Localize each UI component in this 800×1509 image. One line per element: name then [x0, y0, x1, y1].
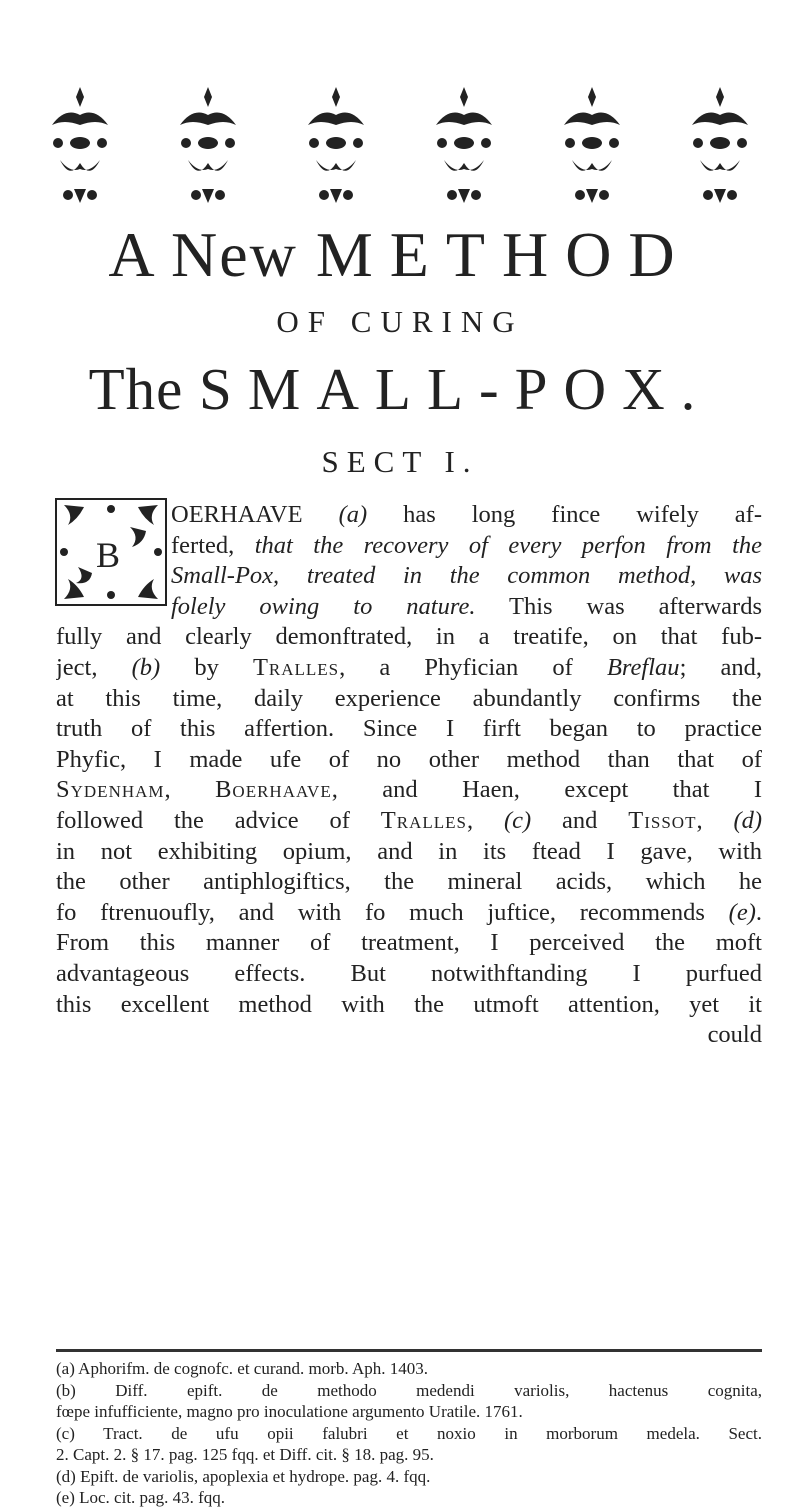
footnote-c-line-1: (c) Tract. de ufu opii falubri et noxio in morborum medela. Sect.: [56, 1423, 762, 1443]
footnote-b-line-1: (b) Diff. epift. de methodo medendi variolis, hactenus cognita,: [56, 1380, 762, 1400]
section-heading: SECT I.: [321, 444, 479, 479]
body-text: [56, 500, 762, 1051]
footnote-rule: [56, 1349, 762, 1352]
title-the: The: [88, 356, 184, 422]
footnote-b-line-2: fœpe infufficiente, magno pro inoculatione argumento Uratile. 1761.: [56, 1402, 523, 1421]
body-line-7: at this time, daily experience abundantly confirms the: [56, 684, 762, 712]
body-line-16: advantageous effects. But notwithftanding I purfued: [56, 959, 762, 987]
fleuron-ornament-2: [158, 85, 258, 210]
body-line-15: From this manner of treatment, I perceived the moft: [56, 929, 762, 957]
body-line-9: Phyfic, I made ufe of no other method than that of: [56, 745, 762, 773]
fleuron-ornament-5: [542, 85, 642, 210]
body-line-13: the other antiphlogiftics, the mineral acids, which he: [56, 868, 762, 896]
ornament-band: [30, 85, 770, 210]
fleuron-ornament-4: [414, 85, 514, 210]
body-line-1: OERHAAVE (a) has long fince wifely af-: [171, 501, 762, 528]
footnotes: [56, 1358, 762, 1509]
body-line-8: truth of this affertion. Since I firft began to practice: [56, 715, 762, 743]
body-line-11: followed the advice of Tralles, (c) and Tissot, (d): [56, 806, 762, 834]
footnote-a: (a) Aphorifm. de cognofc. et curand. morb. Aph. 1403.: [56, 1359, 429, 1378]
title-line-3: [0, 352, 800, 426]
drop-cap-letter: B: [96, 535, 121, 575]
footnote-c-line-2: 2. Capt. 2. § 17. pag. 125 fqq. et Diff. cit. § 18. pag. 95.: [56, 1445, 434, 1464]
body-line-12: in not exhibiting opium, and in its ftead I gave, with: [56, 837, 762, 865]
title-line-2: OF CURING: [276, 304, 524, 339]
body-line-17: this excellent method with the utmoft attention, yet it: [56, 990, 762, 1018]
catchword: could: [707, 1021, 762, 1049]
title-small-pox: SMALL-POX.: [199, 356, 712, 422]
title-line-1: [40, 215, 760, 295]
footnote-d: (d) Epift. de variolis, apoplexia et hydrope. pag. 4. fqq.: [56, 1466, 431, 1486]
body-line-3: Small-Pox, treated in the common method, was: [171, 562, 762, 590]
body-line-5: fully and clearly demonftrated, in a treatife, on that fub-: [56, 623, 762, 651]
body-line-10: Sydenham, Boerhaave, and Haen, except that I: [56, 776, 762, 804]
title-method: METHOD: [315, 219, 692, 290]
fleuron-ornament-1: [30, 85, 130, 210]
footnote-e: (e) Loc. cit. pag. 43. fqq.: [56, 1488, 225, 1507]
fleuron-ornament-3: [286, 85, 386, 210]
body-line-14: fo ftrenuoufly, and with fo much juftice, recommends (e).: [56, 898, 762, 926]
body-line-6: ject, (b) by Tralles, a Phyfician of Breflau; and,: [56, 653, 762, 681]
body-line-4: folely owing to nature. This was afterwards: [171, 592, 762, 620]
fleuron-ornament-6: [670, 85, 770, 210]
title-a-new: A New: [108, 219, 298, 290]
body-line-2: ferted, that the recovery of every perfon from the: [171, 531, 762, 559]
